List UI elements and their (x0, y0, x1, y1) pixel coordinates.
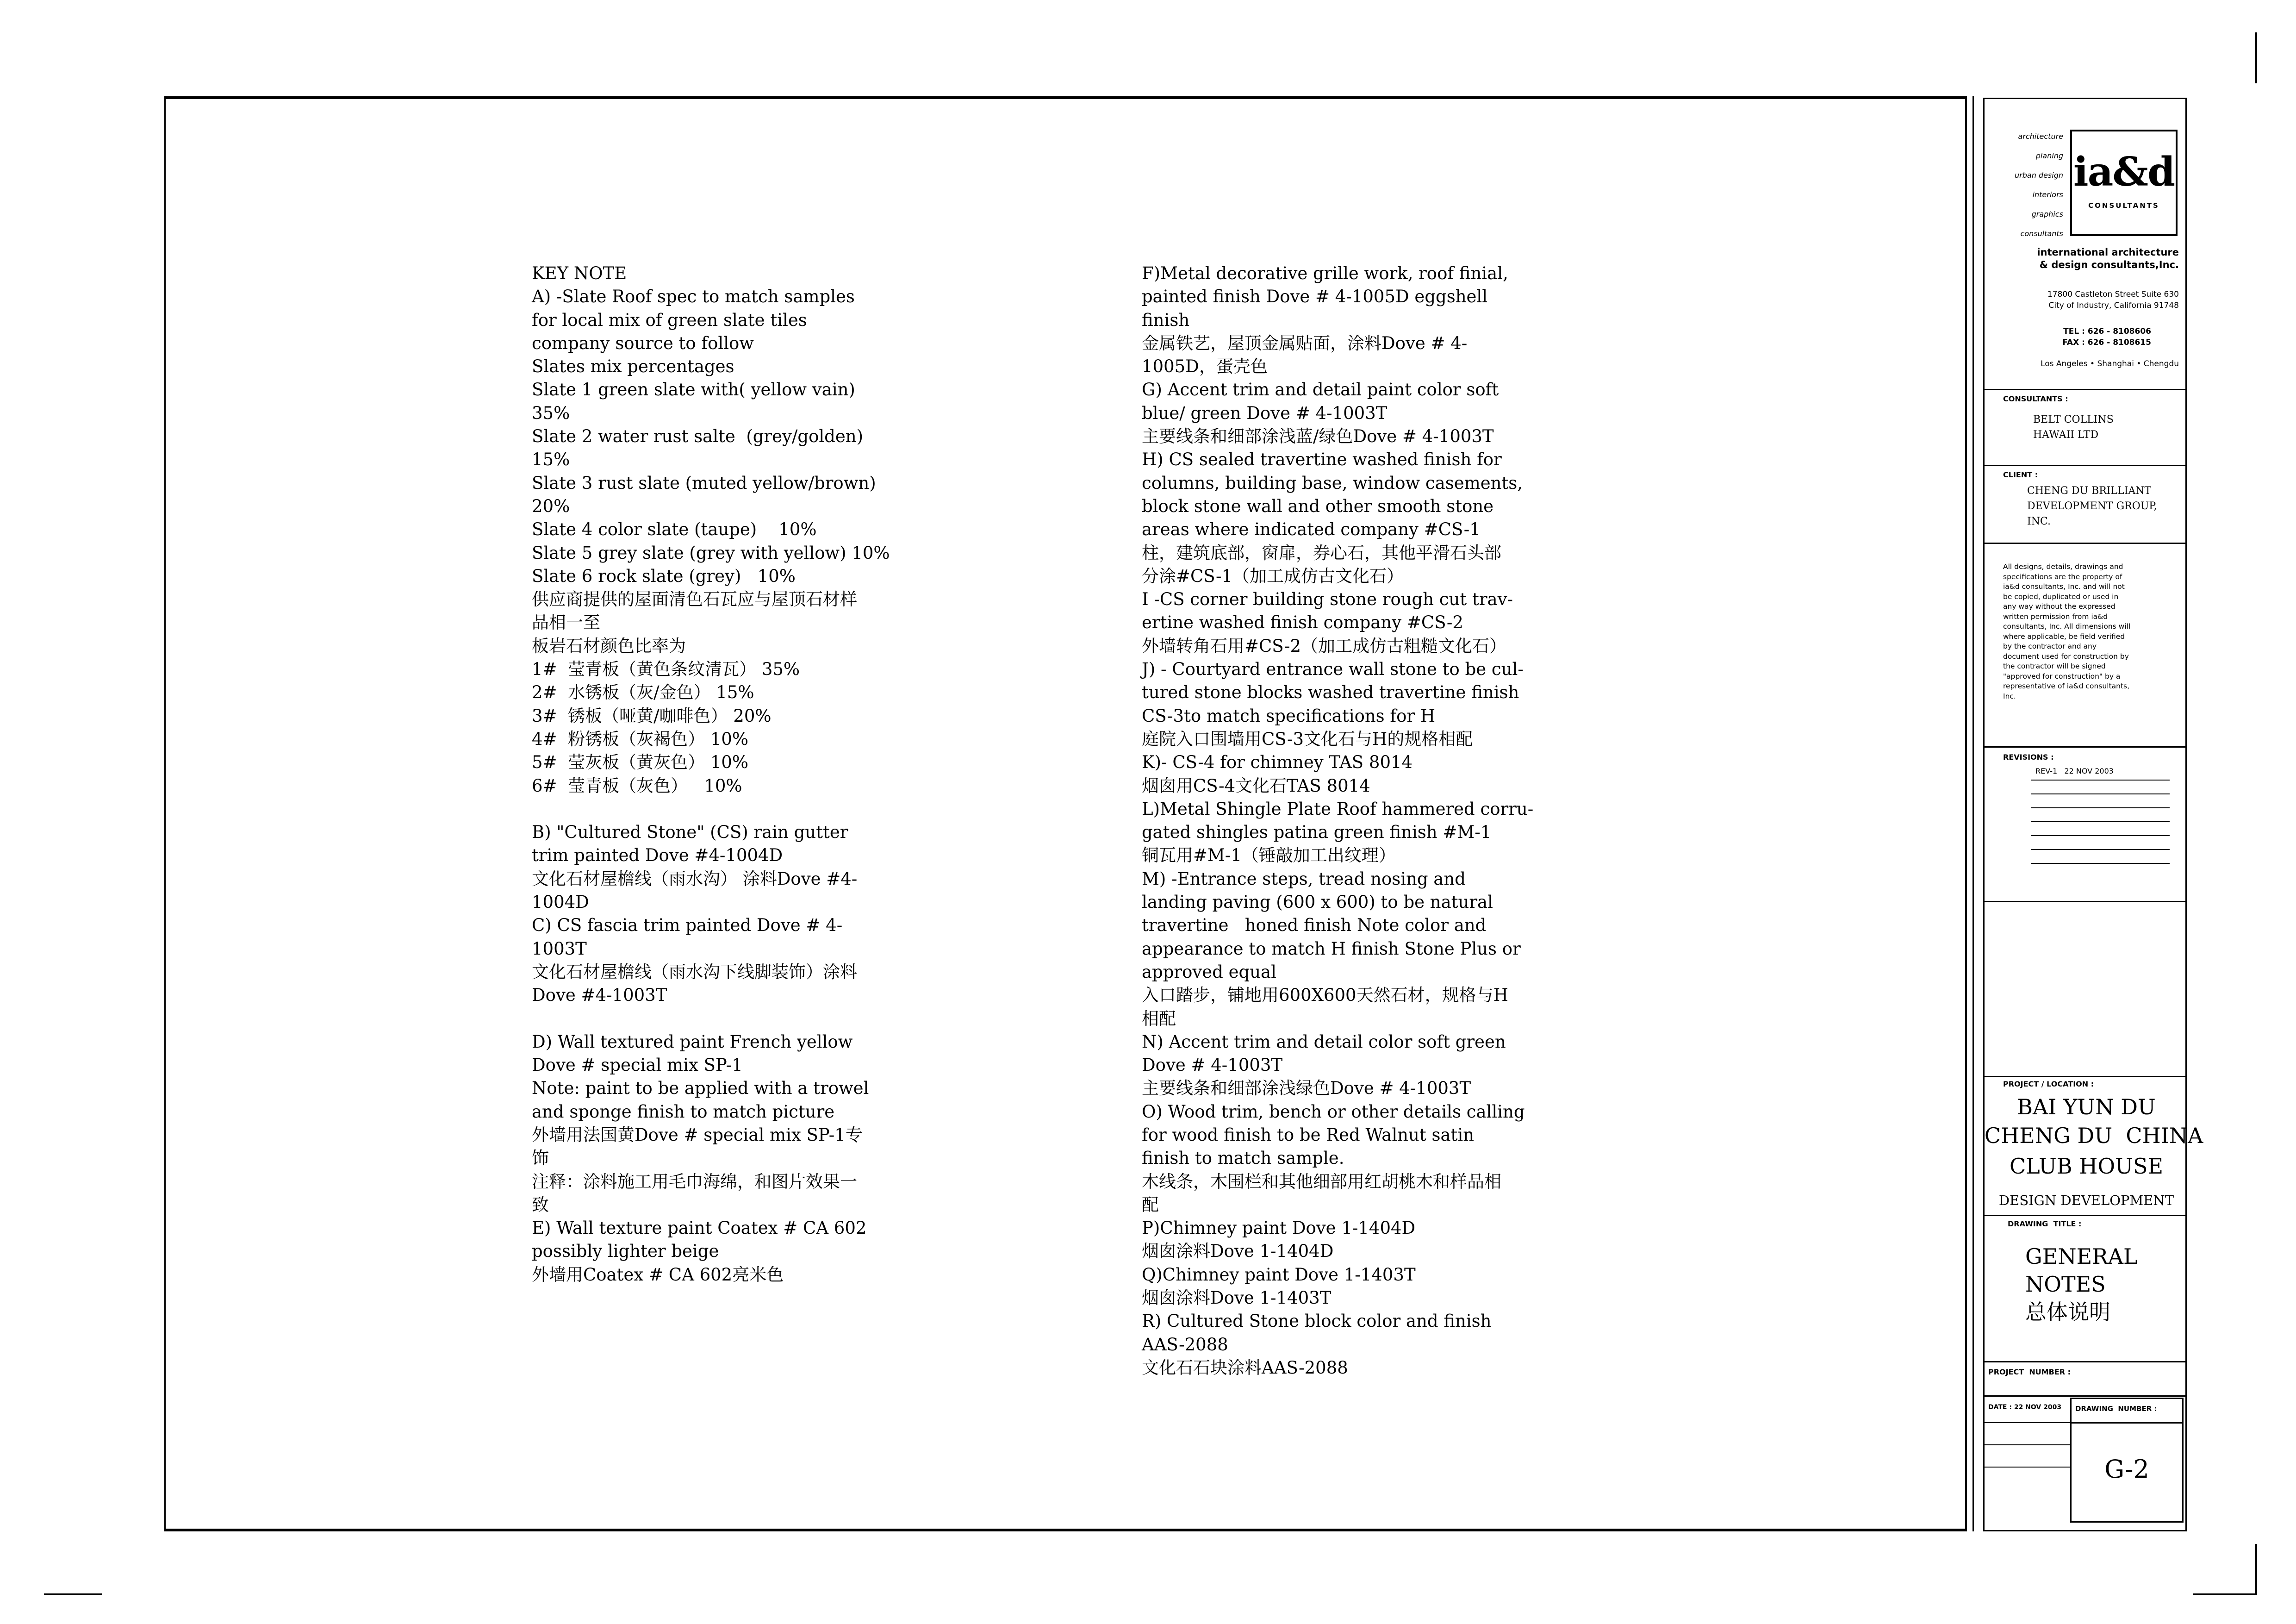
note-line: Slate 5 grey slate (grey with yellow) 10% (532, 543, 890, 563)
note-line: 6# 莹青板（灰色） 10% (532, 775, 742, 796)
note-line: 致 (532, 1194, 549, 1215)
divider (1985, 543, 2185, 544)
note-line: for local mix of green slate tiles (532, 310, 807, 330)
note-line: 外墙用法国黄Dove # special mix SP-1专 (532, 1124, 863, 1145)
note-line: 文化石材屋檐线（雨水沟） 涂料Dove #4- (532, 868, 858, 889)
note-line: C) CS fascia trim painted Dove # 4- (532, 915, 843, 936)
revision-lines (2031, 780, 2170, 891)
note-line: 1003T (532, 938, 587, 959)
note-line: AAS-2088 (1142, 1334, 1228, 1355)
note-line: G) Accent trim and detail paint color soft (1142, 380, 1499, 400)
firm-phone: TEL : 626 - 8108606 FAX : 626 - 8108615 (2062, 327, 2151, 347)
note-line: 品相一至 (532, 612, 600, 633)
note-line: D) Wall textured paint French yellow (532, 1031, 853, 1052)
project-number-label: PROJECT NUMBER : (1988, 1368, 2071, 1376)
crop-mark-bottom-left-h (44, 1593, 102, 1595)
note-line: finish (1142, 310, 1190, 330)
note-line: and sponge finish to match picture (532, 1101, 835, 1122)
date-lines (1985, 1422, 2070, 1487)
client-label: CLIENT : (2003, 470, 2038, 479)
note-line: H) CS sealed travertine washed finish for (1142, 450, 1502, 470)
notes-left-column (532, 262, 890, 1287)
note-line: ertine washed finish company #CS-2 (1142, 612, 1463, 633)
notes-right-column (1142, 262, 1533, 1380)
note-line: possibly lighter beige (532, 1241, 719, 1262)
note-line: O) Wood trim, bench or other details calling (1142, 1101, 1525, 1122)
logo-subtext: CONSULTANTS (2088, 201, 2159, 210)
note-line: 配 (1142, 1194, 1159, 1215)
note-line: 外墙转角石用#CS-2（加工成仿古粗糙文化石） (1142, 636, 1507, 656)
note-line: trim painted Dove #4-1004D (532, 845, 783, 866)
discipline-list: architecture planing urban design interiors graphics consultants (2015, 132, 2063, 238)
note-line: Slate 1 green slate with( yellow vain) (532, 380, 855, 400)
note-line: 烟囱用CS-4文化石TAS 8014 (1142, 775, 1370, 796)
note-line: 烟囱涂料Dove 1-1403T (1142, 1288, 1332, 1308)
note-line: gated shingles patina green finish #M-1 (1142, 822, 1492, 843)
note-line: B) "Cultured Stone" (CS) rain gutter (532, 822, 848, 843)
note-line: Dove #4-1003T (532, 985, 667, 1006)
divider (1985, 746, 2185, 748)
note-line: block stone wall and other smooth stone (1142, 496, 1494, 516)
note-line: 入口踏步，铺地用600X600天然石材，规格与H (1142, 985, 1508, 1006)
note-line: 1004D (532, 892, 589, 912)
crop-mark-bottom-right-v (2255, 1544, 2257, 1595)
note-line: Slate 2 water rust salte (grey/golden) (532, 426, 864, 447)
note-line: 15% (532, 450, 570, 470)
divider (1985, 901, 2185, 902)
note-line: Dove # special mix SP-1 (532, 1055, 743, 1075)
note-line: Note: paint to be applied with a trowel (532, 1078, 869, 1099)
divider (1985, 1361, 2185, 1362)
note-line: I -CS corner building stone rough cut trav- (1142, 589, 1513, 610)
note-line: finish to match sample. (1142, 1148, 1344, 1168)
firm-logo (2070, 130, 2178, 236)
project-name-line-3: CLUB HOUSE (2009, 1154, 2164, 1179)
divider (2072, 1422, 2182, 1424)
note-line: Slate 3 rust slate (muted yellow/brown) (532, 473, 876, 493)
note-line: Slate 4 color slate (taupe) 10% (532, 519, 817, 540)
note-line: 烟囱涂料Dove 1-1404D (1142, 1241, 1334, 1262)
divider (1985, 465, 2185, 466)
note-line: 3# 锈板（哑黄/咖啡色） 20% (532, 706, 772, 726)
note-line (532, 798, 890, 821)
note-line: 柱，建筑底部，窗扉，券心石，其他平滑石头部 (1142, 543, 1501, 563)
note-line: landing paving (600 x 600) to be natural (1142, 892, 1493, 912)
note-line: F)Metal decorative grille work, roof finial, (1142, 263, 1508, 283)
consultants-label: CONSULTANTS : (2003, 394, 2068, 403)
divider (1985, 1395, 2185, 1397)
note-line (532, 1007, 890, 1031)
note-line: 20% (532, 496, 570, 516)
note-line: company source to follow (532, 333, 754, 353)
note-line: for wood finish to be Red Walnut satin (1142, 1124, 1475, 1145)
divider (1985, 389, 2185, 390)
consultants-value: BELT COLLINS HAWAII LTD (2033, 414, 2114, 441)
note-line: 5# 莹灰板（黄灰色） 10% (532, 752, 749, 773)
note-line: Q)Chimney paint Dove 1-1403T (1142, 1264, 1416, 1285)
note-line: 木线条，木围栏和其他细部用红胡桃木和样品相 (1142, 1171, 1501, 1192)
project-name-line-2: CHENG DU CHINA (1985, 1123, 2203, 1148)
note-line: K)- CS-4 for chimney TAS 8014 (1142, 752, 1413, 773)
note-line: 主要线条和细部涂浅蓝/绿色Dove # 4-1003T (1142, 426, 1494, 447)
note-line: L)Metal Shingle Plate Roof hammered corru- (1142, 799, 1534, 819)
note-line: 主要线条和细部涂浅绿色Dove # 4-1003T (1142, 1078, 1471, 1099)
note-line: 相配 (1142, 1008, 1176, 1029)
note-line: P)Chimney paint Dove 1-1404D (1142, 1218, 1416, 1238)
divider (1985, 1215, 2185, 1216)
drawing-title-label: DRAWING TITLE : (2008, 1219, 2082, 1228)
crop-mark-bottom-right-h (2193, 1593, 2255, 1595)
frame-double-line (1972, 96, 1974, 1531)
client-value: CHENG DU BRILLIANT DEVELOPMENT GROUP, INC. (2027, 485, 2157, 527)
note-line: tured stone blocks washed travertine finish (1142, 682, 1519, 703)
project-label: PROJECT / LOCATION : (2003, 1080, 2094, 1088)
note-line: Dove # 4-1003T (1142, 1055, 1283, 1075)
drawing-number: G-2 (2104, 1455, 2149, 1484)
note-line: 注释：涂料施工用毛巾海绵，和图片效果一 (532, 1171, 857, 1192)
firm-name: international architecture & design consultants,Inc. (2037, 247, 2179, 270)
firm-address: 17800 Castleton Street Suite 630 City of Industry, California 91748 (2047, 290, 2179, 310)
note-line: columns, building base, window casements, (1142, 473, 1523, 493)
note-line: 板岩石材颜色比率为 (532, 636, 686, 656)
note-line: 2# 水锈板（灰/金色） 15% (532, 682, 754, 703)
date-label: DATE : 22 NOV 2003 (1988, 1404, 2062, 1411)
note-line: 文化石石块涂料AAS-2088 (1142, 1357, 1348, 1378)
note-line: CS-3to match specifications for H (1142, 706, 1436, 726)
drawing-frame (164, 96, 1967, 1531)
note-line: appearance to match H finish Stone Plus or (1142, 938, 1521, 959)
note-line: 饰 (532, 1148, 549, 1168)
note-line: painted finish Dove # 4-1005D eggshell (1142, 287, 1488, 307)
note-line: E) Wall texture paint Coatex # CA 602 (532, 1218, 867, 1238)
note-line: N) Accent trim and detail color soft green (1142, 1031, 1506, 1052)
note-line: M) -Entrance steps, tread nosing and (1142, 868, 1466, 889)
disclaimer-text: All designs, details, drawings and specifications are the property of ia&d consultants, Inc. and will not be copied, duplicated or used in any way without the expressed written permission from ia&d consultants, Inc. All dimensions will where applicable, be field verified by the contractor and any document used for construction by the contractor will be signed "approved for construction" by a representative of ia&d consultants, Inc. (2003, 562, 2131, 700)
note-line: 35% (532, 403, 570, 423)
drawing-number-label: DRAWING NUMBER : (2075, 1405, 2157, 1413)
project-phase: DESIGN DEVELOPMENT (1998, 1193, 2174, 1208)
firm-offices: Los Angeles • Shanghai • Chengdu (2041, 359, 2179, 369)
logo-text: ia&d (2073, 149, 2175, 195)
note-line: 4# 粉锈板（灰褐色） 10% (532, 729, 749, 749)
note-line: 外墙用Coatex # CA 602亮米色 (532, 1264, 784, 1285)
note-line: 供应商提供的屋面清色石瓦应与屋顶石材样 (532, 589, 857, 610)
note-line: 金属铁艺，屋顶金属贴面，涂料Dove # 4- (1142, 333, 1468, 353)
note-line: 分涂#CS-1（加工成仿古文化石） (1142, 566, 1404, 586)
note-line: blue/ green Dove # 4-1003T (1142, 403, 1388, 423)
note-line: Slate 6 rock slate (grey) 10% (532, 566, 796, 586)
project-name-line-1: BAI YUN DU (2017, 1094, 2156, 1119)
note-line: travertine honed finish Note color and (1142, 915, 1487, 936)
note-line: A) -Slate Roof spec to match samples (532, 287, 855, 307)
note-line: 铜瓦用#M-1（锤敲加工出纹理） (1142, 845, 1396, 866)
revision-entry: REV-1 22 NOV 2003 (2035, 767, 2114, 775)
note-line: KEY NOTE (532, 263, 627, 283)
drawing-number-box (2070, 1398, 2184, 1523)
title-block (1983, 98, 2203, 1531)
note-line: 文化石材屋檐线（雨水沟下线脚装饰）涂料 (532, 962, 857, 982)
revisions-label: REVISIONS : (2003, 753, 2054, 762)
note-line: R) Cultured Stone block color and finish (1142, 1311, 1492, 1331)
note-line: 庭院入口围墙用CS-3文化石与H的规格相配 (1142, 729, 1473, 749)
crop-mark-top-right (2255, 32, 2257, 83)
note-line: areas where indicated company #CS-1 (1142, 519, 1481, 540)
note-line: 1005D，蛋壳色 (1142, 356, 1268, 377)
note-line: approved equal (1142, 962, 1276, 982)
note-line: J) - Courtyard entrance wall stone to be cul- (1142, 659, 1524, 680)
note-line: 1# 莹青板（黄色条纹清瓦） 35% (532, 659, 800, 680)
note-line: Slates mix percentages (532, 356, 734, 377)
drawing-title: GENERAL NOTES 总体说明 (2025, 1244, 2138, 1324)
divider (1985, 1076, 2185, 1077)
